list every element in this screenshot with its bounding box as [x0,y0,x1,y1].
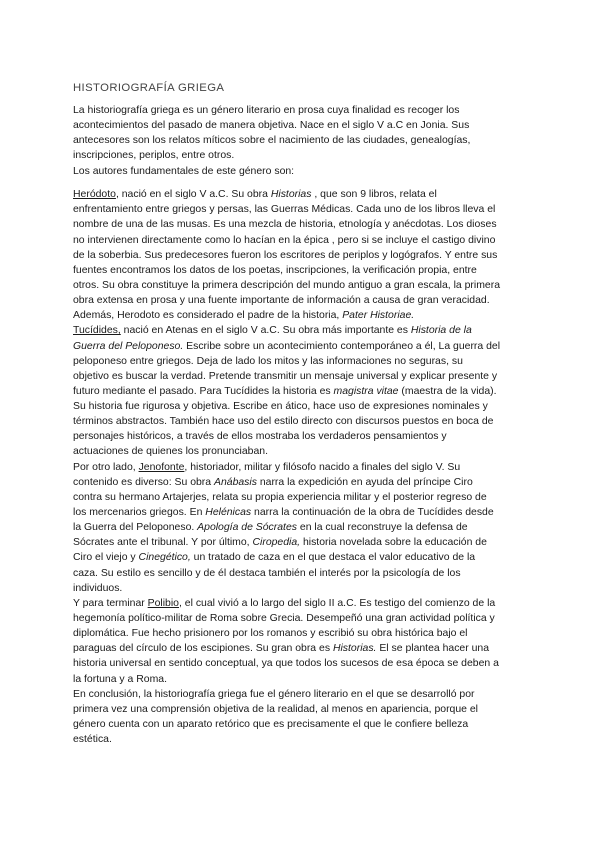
text-run: Los autores fundamentales de este género son: [73,165,295,177]
text-line [73,672,533,687]
text-run: contenido es diverso: Su obra [73,476,214,488]
text-run: Por otro lado, [73,461,139,473]
text-run: Escribe sobre un acontecimiento contemporáneo a él, La guerra del [183,340,501,352]
work-title: Ciropedia, [252,537,301,549]
work-title: Helénicas [205,507,252,519]
authors-section [73,187,533,747]
text-run: paraguas del círculo de los escipiones. Su gran obra es [73,643,333,655]
text-run: narra la expedición en ayuda del príncipe Ciro [256,476,473,488]
text-run: nació en Atenas en el siglo V a.C. Su obra más importante es [120,325,411,337]
text-line [73,626,533,641]
work-title: Anábasis [214,476,257,488]
text-line [73,475,533,490]
text-line [73,323,533,338]
text-run: antecesores son los relatos míticos sobre el nacimiento de las ciudades, genealogías, [73,135,471,147]
text-line [73,133,533,148]
text-line [73,369,533,384]
text-run: , el cual vivió a lo largo del siglo II a.C. Es testigo del comienzo de la [179,597,496,609]
text-run: caza. Su estilo es sencillo y de él destaca también el interés por la psicología de los [73,567,461,579]
work-title: Apología de Sócrates [197,522,297,534]
text-run: Y para terminar [73,597,148,609]
text-run: de la soberbia. Sus predecesores fueron los escritores de periplos y logógrafos. Y entre sus [73,249,498,261]
text-line [73,384,533,399]
text-line [73,278,533,293]
text-run: la fortuna y a Roma. [73,673,167,685]
text-run: en la cual reconstruye la defensa de [296,522,468,534]
text-line [73,717,533,732]
text-run: individuos. [73,582,123,594]
text-run: Además, Herodoto es considerado el padre de la historia, [73,310,343,322]
text-line [73,656,533,671]
intro-paragraph [73,103,533,179]
text-run: El se plantea hacer una [376,643,490,655]
text-line [73,611,533,626]
work-title: Pater Historiae. [342,310,415,322]
text-line [73,399,533,414]
text-run: estética. [73,734,112,746]
text-line [73,103,533,118]
text-run: no intervienen directamente como lo hacían en la épica , pero si se incluye el castigo divino [73,234,496,246]
text-line [73,550,533,565]
text-run: , que son 9 libros, relata el [311,189,437,201]
author-name: Tucídides, [73,325,121,337]
paragraph-gap [73,179,533,187]
text-line [73,187,533,202]
text-run: otros. Su obra constituye la primera descripción del mundo antiguo a gran escala, la primera [73,279,501,291]
text-run: actuaciones de quienes los pronunciaban. [73,446,268,458]
text-run: obra extensa en prosa y una fuente importante de información a causa de gran veracidad. [73,295,490,307]
text-run: contra su hermano Artajerjes, relata su propia experiencia militar y el posterior regreso de [73,491,487,503]
text-run: historia universal en sentido conceptual, ya que todos los sucesos de esa época se deben a [73,658,499,670]
text-line [73,566,533,581]
text-run: inscripciones, periplos, entre otros. [73,150,235,162]
text-line [73,429,533,444]
text-line [73,148,533,163]
text-run: historia novelada sobre la educación de [300,537,487,549]
text-run: fuentes encontramos los datos de los poetas, inscripciones, la verificación propia, entre [73,264,477,276]
text-line [73,460,533,475]
text-run: nombre de una de las musas. Es una mezcla de historia, etnología y anécdotas. Los dioses [73,219,497,231]
work-title: Cinegético, [138,552,191,564]
text-run: En conclusión, la historiografía griega fue el género literario en el que se desarrolló por [73,688,475,700]
text-line [73,490,533,505]
text-run: acontecimientos del pasado de manera objetiva. Nace en el siglo V a.C en Jonia. Sus [73,120,470,132]
text-run: los mercenarios griegos. En [73,507,206,519]
text-run: La historiografía griega es un género literario en prosa cuya finalidad es recoger los [73,105,460,116]
text-run: Sócrates ante el tribunal. Y por último, [73,537,253,549]
text-run: la Guerra del Peloponeso. [73,522,198,534]
text-line [73,641,533,656]
text-line [73,535,533,550]
text-line [73,118,533,133]
text-run: diplomática. Fue hecho prisionero por los romanos y escribió su obra histórica bajo el [73,628,468,640]
work-title: Historias [270,189,312,201]
text-line [73,444,533,459]
text-run: personajes históricos, a través de ellos mostraba los verdaderos pensamientos y [73,431,447,443]
text-run: narra la continuación de la obra de Tucídides desde [251,507,494,519]
text-run: términos abstractos. También hace uso del estilo directo con discursos puestos en boca de [73,416,494,428]
text-line [73,248,533,263]
text-run: objetivo es buscar la verdad. Pretende transmitir un mensaje universal y explicar presente y [73,370,498,382]
text-run: Su historia fue rigurosa y objetiva. Escribe en ático, hace uso de expresiones nominales y [73,401,488,413]
text-run: enfrentamiento entre griegos y persas, las Guerras Médicas. Cada uno de los libros lleva el [73,204,496,216]
text-line [73,263,533,278]
text-run: peloponeso entre griegos. Deja de lado los mitos y las informaciones no seguras, su [73,355,463,367]
text-run: un tratado de caza en el que destaca el valor educativo de la [190,552,476,564]
text-run: género cuenta con un aparato retórico que es precisamente el que le confiere belleza [73,719,469,731]
work-title: Guerra del Peloponeso. [73,340,184,352]
text-run: futuro mediante el pasado. Para Tucídides la historia es [73,385,334,397]
text-line [73,702,533,717]
work-title: Historia de la [410,325,472,337]
text-run: primera vez una comprensión objetiva de la realidad, al menos en apariencia, porque el [73,703,478,715]
text-run: , nació en el siglo V a.C. Su obra [115,189,271,201]
text-line [73,339,533,354]
text-line [73,505,533,520]
text-line [73,293,533,308]
text-line [73,687,533,702]
author-name: Jenofonte [138,461,185,473]
work-title: Historias. [332,643,377,655]
text-run: , historiador, militar y filósofo nacido a finales del siglo V. Su [184,461,461,473]
author-name: Heródoto [73,189,116,201]
document-title: HISTORIOGRAFÍA GRIEGA [73,82,225,94]
author-name: Polibio [147,597,179,609]
text-line [73,308,533,323]
text-line [73,217,533,232]
text-run: Ciro el viejo y [73,552,139,564]
text-line [73,202,533,217]
text-run: hegemonía político-militar de Roma sobre Grecia. Desempeñó una gran actividad política y [73,613,495,625]
text-line [73,732,533,747]
text-run: (maestra de la vida). [398,385,497,397]
document-body [73,103,533,747]
text-line [73,233,533,248]
text-line [73,164,533,179]
text-line [73,414,533,429]
text-line [73,596,533,611]
work-title: magistra vitae [333,385,399,397]
text-line [73,520,533,535]
text-line [73,581,533,596]
text-line [73,354,533,369]
